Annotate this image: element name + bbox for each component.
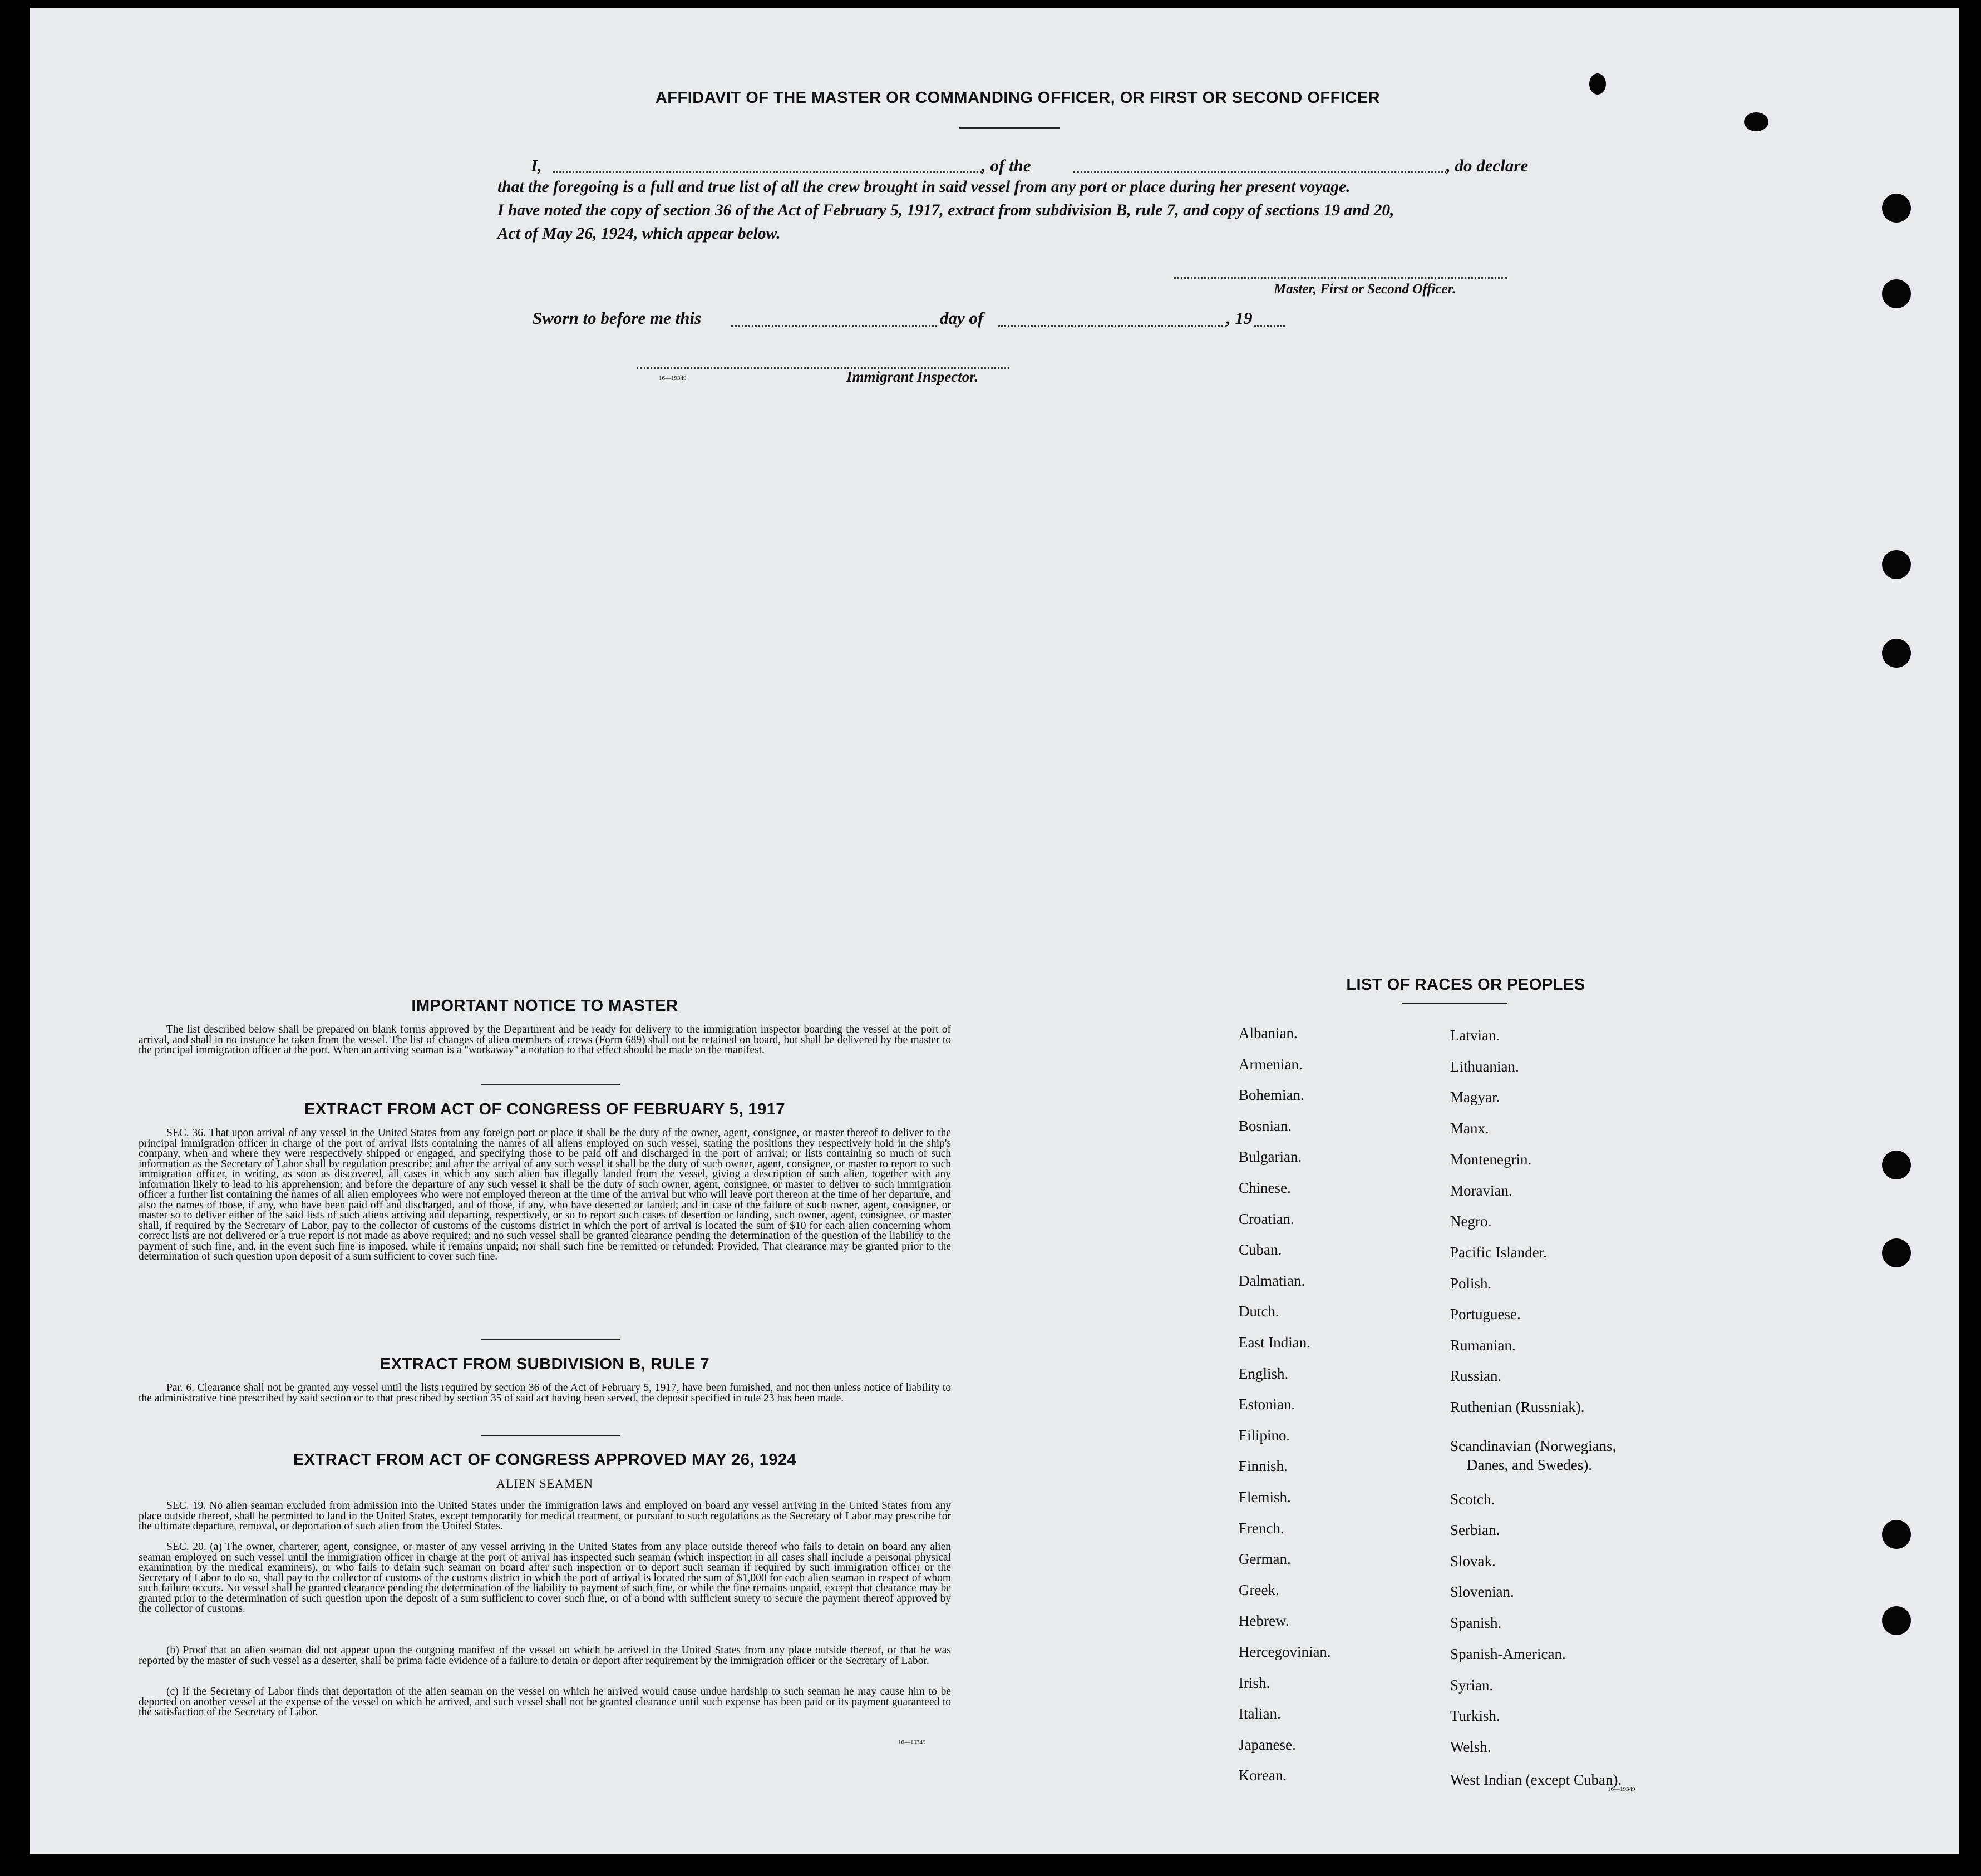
- race-item: Slovak.: [1450, 1553, 1496, 1569]
- race-item: Polish.: [1450, 1275, 1492, 1292]
- master-signature-label: Master, First or Second Officer.: [1274, 282, 1456, 297]
- race-item: Bohemian.: [1239, 1087, 1304, 1104]
- race-item: Greek.: [1239, 1581, 1279, 1598]
- ink-blot: [1589, 73, 1606, 95]
- binder-hole: [1882, 1238, 1911, 1267]
- race-item: Italian.: [1239, 1705, 1281, 1722]
- subdivision-rule: [481, 1435, 620, 1436]
- race-item: Korean.: [1239, 1767, 1287, 1784]
- inspector-label: Immigrant Inspector.: [846, 368, 979, 385]
- notice-rule: [481, 1084, 620, 1085]
- race-item: German.: [1239, 1551, 1291, 1568]
- do-declare-label: , do declare: [1446, 156, 1529, 175]
- race-item: Hercegovinian.: [1239, 1643, 1331, 1660]
- race-item: Negro.: [1450, 1213, 1492, 1230]
- race-item: Filipino.: [1239, 1426, 1290, 1444]
- race-item: Chinese.: [1239, 1179, 1291, 1196]
- race-item: Finnish.: [1239, 1458, 1288, 1475]
- of-the-label: , of the: [982, 156, 1031, 175]
- race-item: Montenegrin.: [1450, 1151, 1532, 1168]
- race-item: Estonian.: [1239, 1396, 1295, 1413]
- race-item: Rumanian.: [1450, 1337, 1516, 1354]
- sec20a-text: SEC. 20. (a) The owner, charterer, agent, consignee, or master of any vessel arriving in the United States from any place outside thereof who fails to detain on board any alien seaman employed on such vessel until the immigration officer in charge at the port of arrival has inspected such seaman (which inspection in all cases shall include a personal physical examination by the medical examiners), or who fails to detain such seaman on board after such inspection or to deport such seaman if required by such immigration officer or the Secretary of Labor to do so, shall pay to the collector of customs of the customs district in which the port of arrival is located the sum of $1,000 for each alien seaman in respect of whom such failure occurs. No vessel shall be granted clearance pending the determination of the liability to payment of such fine, or while the fine remains unpaid, except that clearance may be granted prior to the determination of such question upon the deposit of a sum sufficient to cover such fine, or of a bond with sufficient surety to secure the payment thereof approved by the collector of customs.: [139, 1541, 951, 1615]
- race-item: Scandinavian (Norwegians,: [1450, 1438, 1617, 1454]
- race-item: Spanish.: [1450, 1615, 1502, 1631]
- race-item: Cuban.: [1239, 1241, 1282, 1258]
- subdivision-text: Par. 6. Clearance shall not be granted any vessel until the lists required by section 36 of the Act of February 5, 1917, have been furnished, and not then unless notice of liability to the administrative fine prescribed by said section or to that prescribed by section 35 of said act having been served, the deposit specified in rule 23 has been made.: [139, 1382, 951, 1404]
- sworn-label: Sworn to before me this: [533, 308, 702, 328]
- extract-1924-title: EXTRACT FROM ACT OF CONGRESS APPROVED MAY 26, 1924: [293, 1451, 797, 1469]
- alien-seamen-subtitle: ALIEN SEAMEN: [496, 1477, 593, 1490]
- race-item: Latvian.: [1450, 1027, 1500, 1044]
- race-item: Danes, and Swedes).: [1467, 1457, 1592, 1473]
- race-item: Spanish-American.: [1450, 1646, 1566, 1662]
- race-item: Moravian.: [1450, 1182, 1512, 1199]
- race-item: Bulgarian.: [1239, 1148, 1302, 1166]
- year-label: , 19: [1226, 308, 1253, 328]
- month-line[interactable]: [998, 325, 1226, 327]
- notice-title: IMPORTANT NOTICE TO MASTER: [411, 997, 678, 1015]
- form-number-top: 16—19349: [659, 375, 687, 382]
- race-item: Flemish.: [1239, 1489, 1291, 1505]
- race-item: French.: [1239, 1519, 1284, 1537]
- form-number-bottom: 16—19349: [898, 1739, 926, 1746]
- document-sheet: [30, 8, 1959, 1854]
- binder-hole: [1882, 550, 1911, 579]
- sworn-date-line[interactable]: [731, 325, 937, 327]
- races-title: LIST OF RACES OR PEOPLES: [1346, 976, 1585, 994]
- race-item: Magyar.: [1450, 1089, 1500, 1105]
- race-item: Irish.: [1239, 1674, 1270, 1691]
- binder-hole: [1882, 1520, 1911, 1549]
- race-item: Armenian.: [1239, 1055, 1303, 1073]
- race-item: Albanian.: [1239, 1025, 1298, 1041]
- sec20c-text: (c) If the Secretary of Labor finds that deportation of the alien seaman on the vessel on which he arrived would cause undue hardship to such seaman he may cause him to be deported on another vessel at the expense of the vessel on which he arrived, and such vessel shall not be granted clearance until such expense has been paid or its payment guaranteed to the satisfaction of the Secretary of Labor.: [139, 1686, 951, 1718]
- race-item: Portuguese.: [1450, 1306, 1521, 1322]
- race-item: Serbian.: [1450, 1522, 1500, 1538]
- sec20b-text: (b) Proof that an alien seaman did not appear upon the outgoing manifest of the vessel on which he arrived in the United States from any place outside thereof, or that he was reported by the master of such vessel as a deserter, shall be prima facie evidence of a failure to detain or deport after requirement by the immigration officer or the Secretary of Labor.: [139, 1645, 951, 1667]
- affidavit-line4: Act of May 26, 1924, which appear below.: [497, 225, 781, 243]
- extract-1917-rule: [481, 1339, 620, 1340]
- form-number-races: 16—19349: [1608, 1786, 1635, 1793]
- binder-hole: [1882, 1606, 1911, 1635]
- race-item: Japanese.: [1239, 1736, 1296, 1753]
- race-item: Slovenian.: [1450, 1583, 1514, 1600]
- extract-1917-title: EXTRACT FROM ACT OF CONGRESS OF FEBRUARY 5, 1917: [304, 1100, 786, 1118]
- race-item: Lithuanian.: [1450, 1058, 1519, 1075]
- race-item: Dalmatian.: [1239, 1272, 1305, 1289]
- affidavit-line3: I have noted the copy of section 36 of the Act of February 5, 1917, extract from subdivision B, rule 7, and copy of sections 19 and 20,: [497, 201, 1394, 219]
- binder-hole: [1882, 194, 1911, 223]
- affidavit-i: I,: [531, 156, 542, 175]
- race-item: Manx.: [1450, 1120, 1489, 1137]
- race-item: Croatian.: [1239, 1210, 1294, 1227]
- vessel-line[interactable]: [1073, 171, 1446, 173]
- extract-1917-text: SEC. 36. That upon arrival of any vessel in the United States from any foreign port or place it shall be the duty of the owner, agent, consignee, or master thereof to deliver to the principal immigration officer in charge of the port of arrival lists containing the names of all aliens employed on such vessel, stating the positions they respectively hold in the ship's company, when and where they were respectively shipped or engaged, and specifying those to be paid off and discharged in the port of arrival; or lists containing so much of such information as the Secretary of Labor shall by regulation prescribe; and after the arrival of any such vessel it shall be the duty of such owner, agent, consignee, or master to report to such immigration officer, in writing, as soon as discovered, all cases in which any such alien has illegally landed from the vessel, giving a description of such alien, together with any information likely to lead to his apprehension; and before the departure of any such vessel it shall be the duty of such owner, agent, consignee, or master to deliver to such immigration officer a further list containing the names of all alien employees who were not employed thereon at the time of the arrival but who will leave port thereon at the time of her departure, and also the names of those, if any, who have been paid off and discharged, and of those, if any, who have deserted or landed; and in case of the failure of such owner, agent, consignee, or master so to deliver either of the said lists of such aliens arriving and departing, respectively, or so to report such cases of desertion or landing, such owner, agent, consignee, or master shall, if required by the Secretary of Labor, pay to the collector of customs of the customs district in which the port of arrival is located the sum of $10 for each alien concerning whom correct lists are not delivered or a true report is not made as above required; and no such vessel shall be granted clearance pending the determination of the question of the liability to the payment of such fine, and, in the event such fine is imposed, while it remains unpaid; nor shall such fine be remitted or refunded: Provided, That clearance may be granted prior to the determination of such question upon deposit of a sum sufficient to cover such fine.: [139, 1127, 951, 1262]
- ink-blot: [1744, 112, 1768, 131]
- affidavit-title: AFFIDAVIT OF THE MASTER OR COMMANDING OFFICER, OR FIRST OR SECOND OFFICER: [655, 89, 1381, 107]
- master-signature-line[interactable]: [1174, 277, 1507, 279]
- title-rule: [959, 127, 1060, 129]
- name-line[interactable]: [553, 171, 982, 173]
- binder-hole: [1882, 639, 1911, 668]
- race-item: Turkish.: [1450, 1707, 1500, 1724]
- race-item: Scotch.: [1450, 1491, 1495, 1508]
- race-item: Russian.: [1450, 1367, 1502, 1384]
- race-item: English.: [1239, 1365, 1289, 1382]
- sec19-text: SEC. 19. No alien seaman excluded from admission into the United States under the immigration laws and employed on board any vessel arriving in the United States from any place outside thereof, shall be permitted to land in the United States, except temporarily for medical treatment, or pursuant to such regulations as the Secretary of Labor may prescribe for the ultimate departure, removal, or deportation of such alien from the United States.: [139, 1500, 951, 1532]
- race-item: Ruthenian (Russniak).: [1450, 1399, 1585, 1415]
- notice-text: The list described below shall be prepared on blank forms approved by the Department and be ready for delivery to the immigration inspector boarding the vessel at the port of arrival, and shall in no instance be taken from the vessel. The list of changes of alien members of crews (Form 689) shall not be retained on board, but shall be delivered by the master to the principal immigration officer at the port. When an arriving seaman is a "workaway" a notation to that effect should be made on the manifest.: [139, 1024, 951, 1056]
- subdivision-title: EXTRACT FROM SUBDIVISION B, RULE 7: [380, 1355, 710, 1373]
- race-item: Hebrew.: [1239, 1612, 1289, 1630]
- race-item: Pacific Islander.: [1450, 1244, 1547, 1261]
- race-item: Bosnian.: [1239, 1117, 1292, 1134]
- race-item: Welsh.: [1450, 1739, 1491, 1755]
- year-line[interactable]: [1254, 325, 1285, 327]
- race-item: Dutch.: [1239, 1303, 1279, 1320]
- races-rule: [1402, 1003, 1507, 1004]
- day-of-label: day of: [940, 308, 984, 328]
- binder-hole: [1882, 1151, 1911, 1179]
- race-item: East Indian.: [1239, 1334, 1310, 1351]
- race-item: Syrian.: [1450, 1677, 1494, 1694]
- race-item: West Indian (except Cuban).: [1450, 1771, 1622, 1788]
- affidavit-line2: that the foregoing is a full and true list of all the crew brought in said vessel from any port or place during her present voyage.: [497, 178, 1351, 196]
- binder-hole: [1882, 279, 1911, 308]
